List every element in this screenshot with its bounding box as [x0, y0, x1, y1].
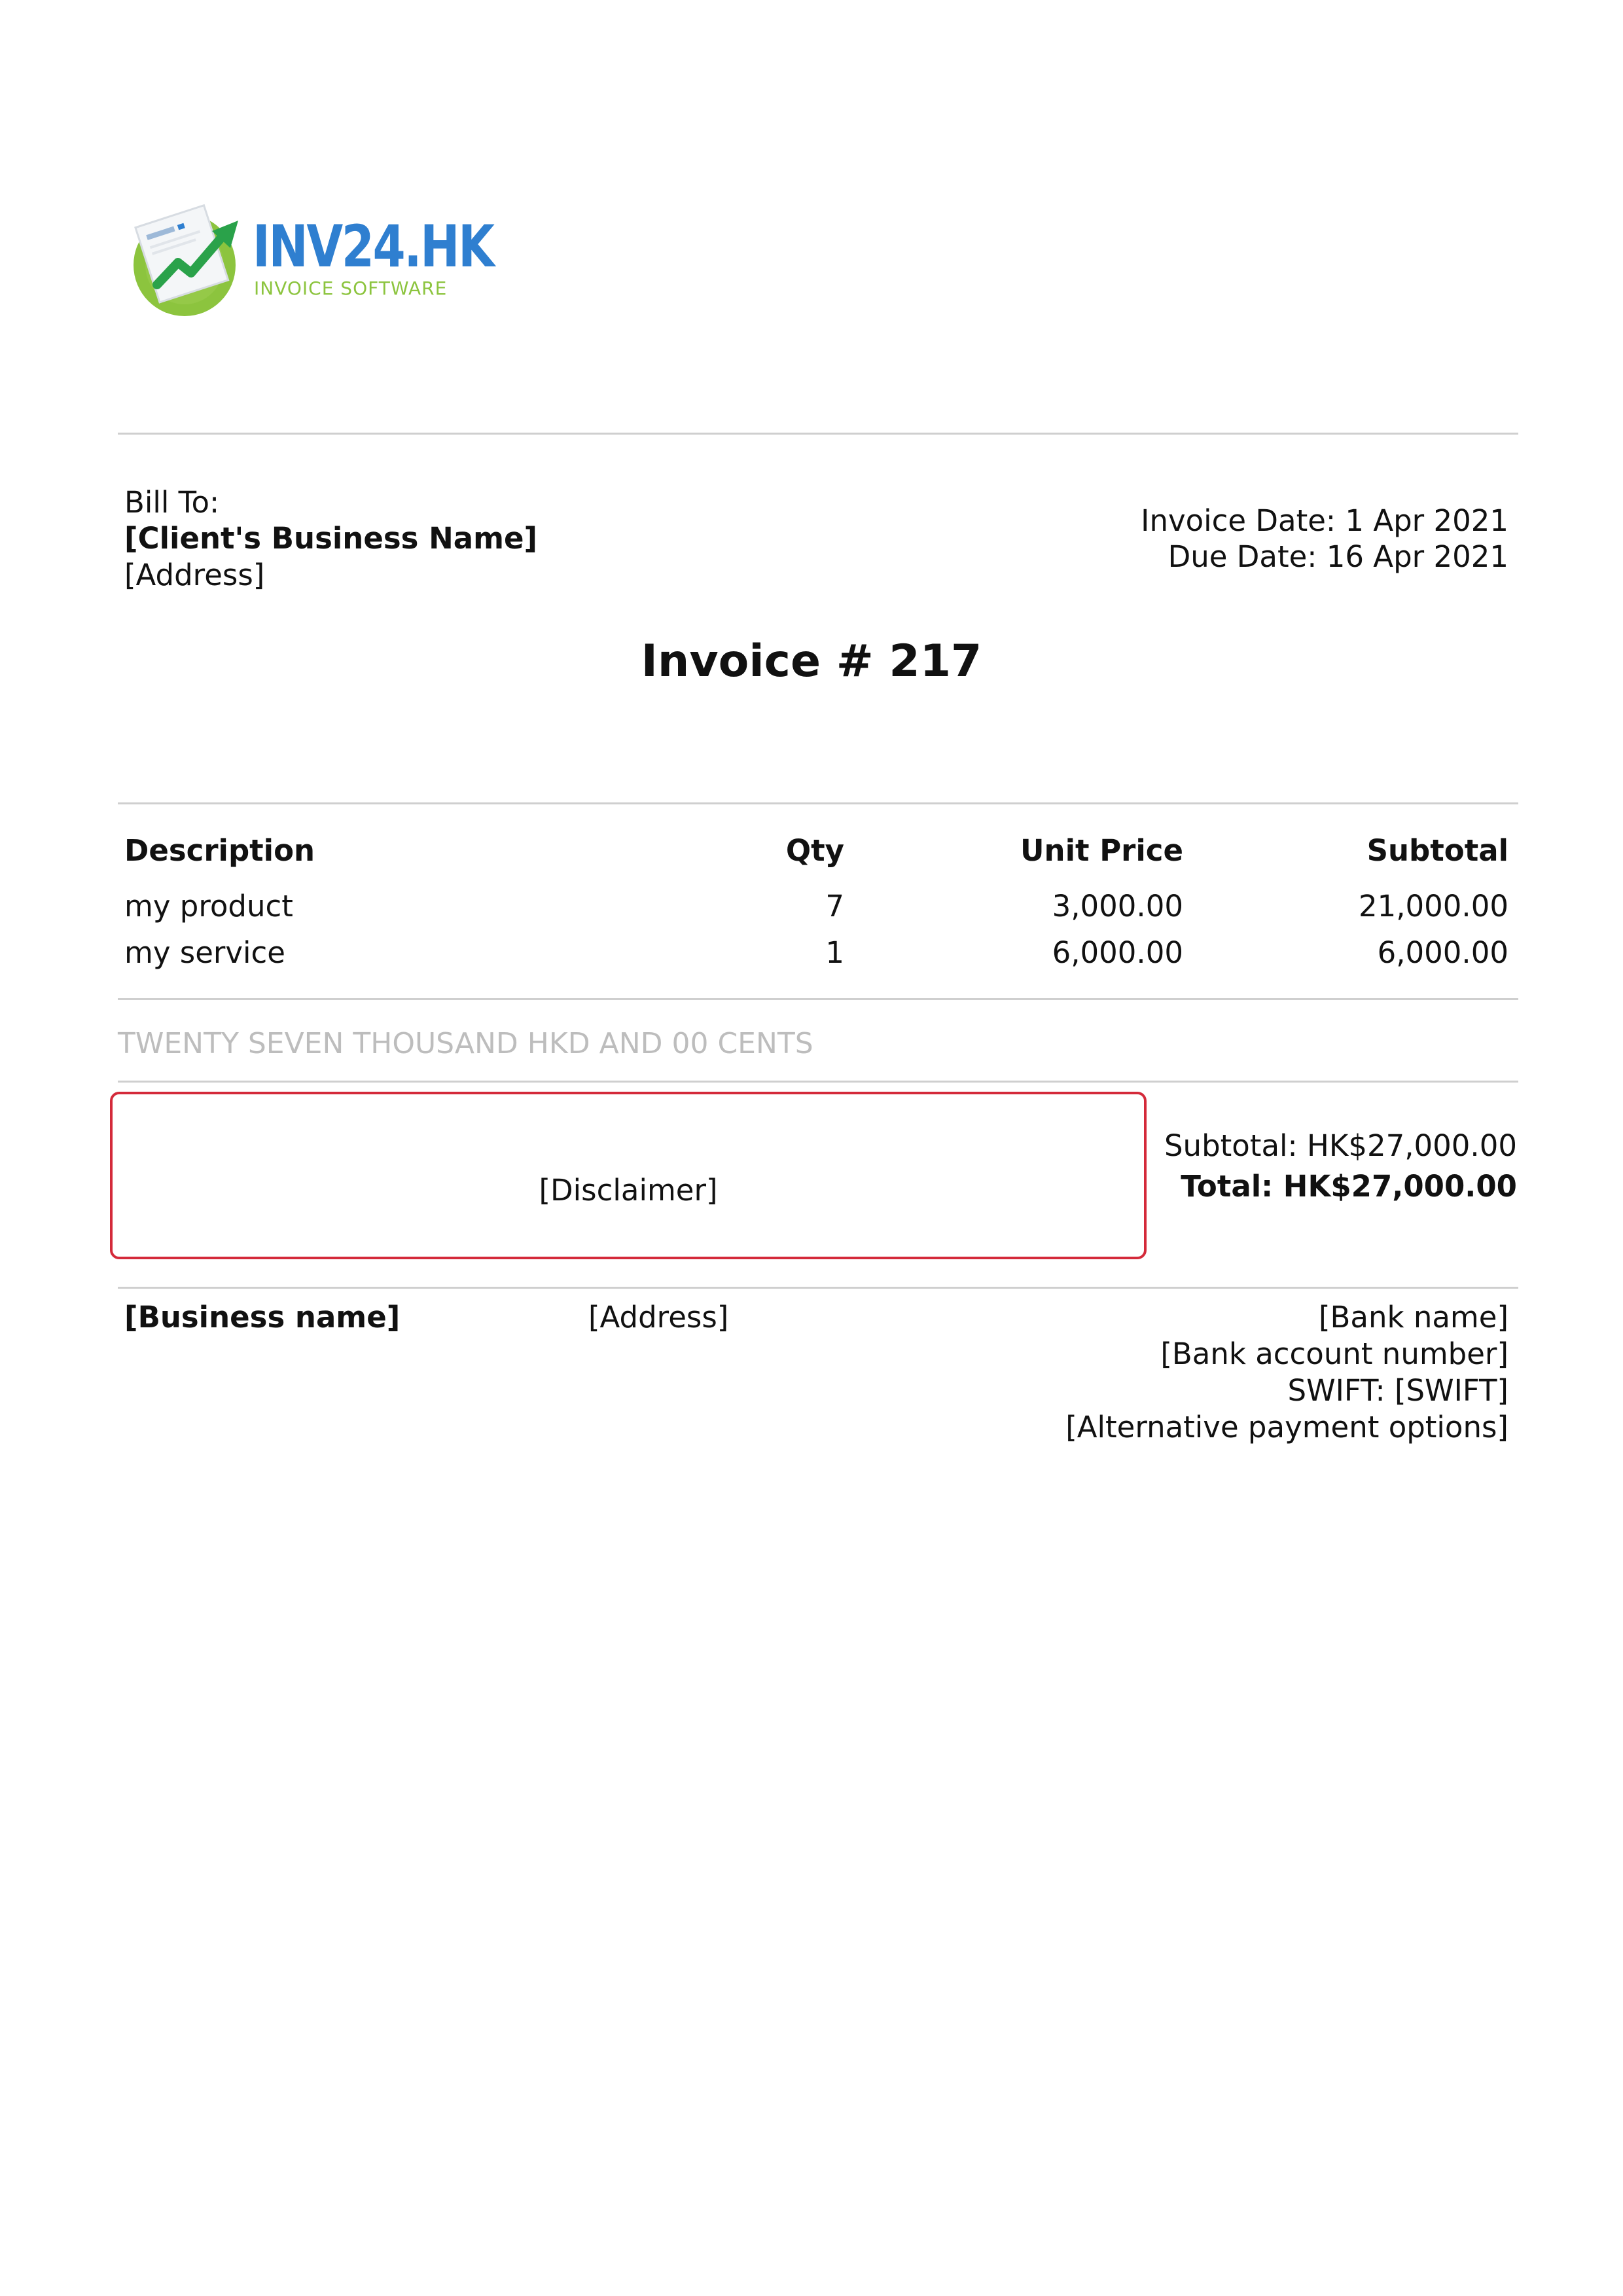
swift-code: SWIFT: [SWIFT]	[1287, 1373, 1508, 1408]
item-subtotal: 6,000.00	[1377, 935, 1508, 970]
business-address: [Address]	[588, 1300, 729, 1335]
invoice-title: Invoice # 217	[641, 636, 982, 687]
column-header-subtotal: Subtotal	[1366, 833, 1508, 868]
bank-name: [Bank name]	[1318, 1300, 1508, 1335]
invoice-date: Invoice Date: 1 Apr 2021	[1141, 503, 1508, 538]
item-qty: 1	[825, 935, 844, 970]
disclaimer-text: [Disclaimer]	[539, 1173, 718, 1208]
column-header-qty: Qty	[785, 833, 844, 868]
logo-subtitle: INVOICE SOFTWARE	[254, 278, 448, 299]
column-header-unit-price: Unit Price	[1020, 833, 1183, 868]
bank-account-number: [Bank account number]	[1160, 1336, 1508, 1371]
item-description: my product	[124, 889, 293, 924]
summary-total: Total: HK$27,000.00	[1181, 1169, 1517, 1204]
client-business-name: [Client's Business Name]	[124, 521, 538, 556]
summary-top-divider	[118, 1081, 1518, 1083]
table-bottom-divider	[118, 998, 1518, 1000]
disclaimer-box	[110, 1092, 1147, 1259]
header-divider	[118, 433, 1518, 435]
due-date: Due Date: 16 Apr 2021	[1168, 539, 1508, 574]
business-name: [Business name]	[124, 1300, 401, 1335]
amount-in-words: TWENTY SEVEN THOUSAND HKD AND 00 CENTS	[118, 1027, 813, 1060]
column-header-description: Description	[124, 833, 315, 868]
alternative-payment-options: [Alternative payment options]	[1065, 1410, 1508, 1444]
item-unit-price: 6,000.00	[1052, 935, 1183, 970]
logo-title: INV24.HK	[253, 213, 493, 280]
company-logo	[131, 200, 493, 317]
client-address: [Address]	[124, 558, 265, 592]
item-unit-price: 3,000.00	[1052, 889, 1183, 924]
logo-graphic-icon	[131, 200, 249, 317]
summary-subtotal: Subtotal: HK$27,000.00	[1164, 1128, 1517, 1163]
item-description: my service	[124, 935, 285, 970]
item-subtotal: 21,000.00	[1358, 889, 1508, 924]
footer-divider	[118, 1287, 1518, 1289]
item-qty: 7	[825, 889, 844, 924]
bill-to-label: Bill To:	[124, 485, 220, 520]
table-top-divider	[118, 802, 1518, 804]
